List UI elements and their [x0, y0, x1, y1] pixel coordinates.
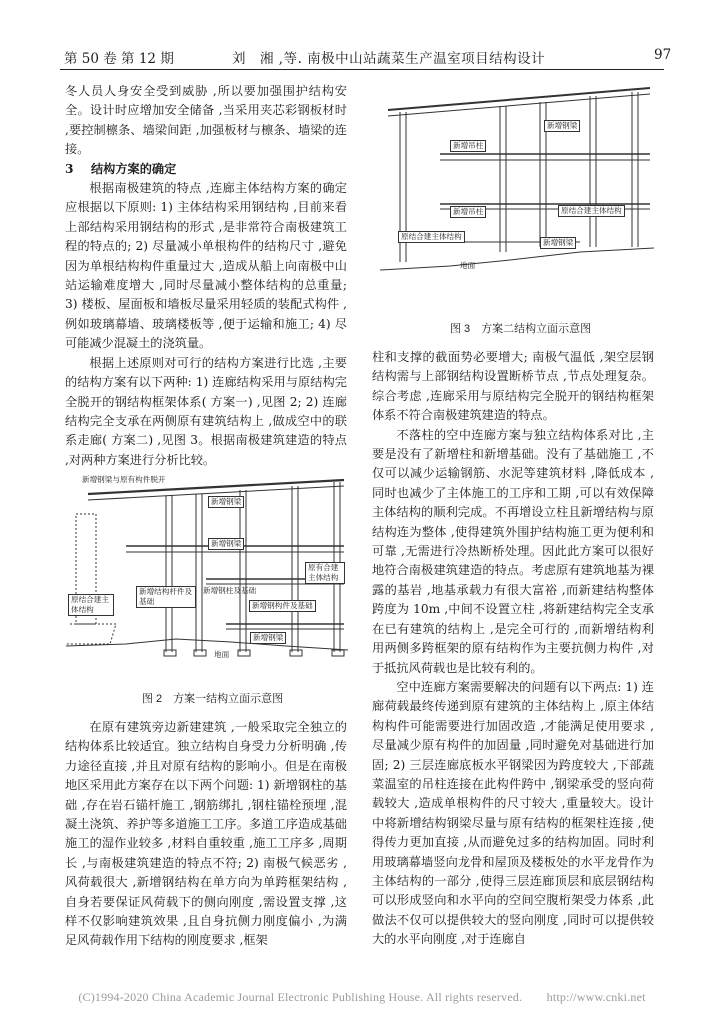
section-heading [65, 160, 347, 179]
section-number: 3 [65, 161, 74, 176]
paragraph: 空中连廊方案需要解决的问题有以下两点: 1) 连廊荷载最终传递到原有建筑的主体结构上 ,原主体结构构件可能需要进行加固改造 ,才能满足使用要求 ,尽量减少原有构件的加固量 ,同时避免对基础进行加固; 2) 三层连廊底板水平钢梁因为跨度较大 ,下部蔬菜温室的吊柱连接在此构件跨中 ,钢梁承受的竖向荷载较大 ,造成单根构件的尺寸较大 ,重量较大。设计中将新增结构钢梁尽量与原有结构的框架柱连接 ,使得传力更加直接 ,从而避免过多的结构加固。同时利用玻璃幕墙竖向龙骨和屋顶及楼板处的水平龙骨作为主体结构的一部分 ,使得三层连廊顶层和底层钢结构可以形成竖向和水平向的空间空腹桁架受力体系 ,此做法不仅可以提供较大的竖向刚度 ,同时可以提供较大的水平向刚度 ,对于连廊自 [372, 679, 654, 947]
label-column-base: 新增钢柱及基础 [203, 586, 257, 595]
figure-3 [380, 82, 654, 278]
label-new-member: 新增结构杆件及基础 [136, 586, 196, 608]
paragraph: 根据上述原则对可行的结构方案进行比选 ,主要的结构方案有以下两种: 1) 连廊结构采用与原结构完全脱开的钢结构框架体系( 方案一) ,见图 2; 2) 连廊结构完全支承在两侧原有建筑结构上 ,做成空中的联系走廊( 方案二) ,见图 3。根据南极建筑建造的特点 ,对两种方案进行分析比较。 [65, 355, 347, 467]
paragraph: 不落柱的空中连廊方案与独立结构体系对比 ,主要是没有了新增柱和新增基础。没有了基础施工 ,不仅可以减少运输钢筋、水泥等建筑材料 ,降低成本 ,同时也减少了主体施工的工序和工期 ,可以有效保障主体结构的顺利完成。不再增设立柱且新增结构与原结构连为整体 ,使得建筑外围护结构施工更为便利和可靠 ,无需进行冷热断桥处理。因此此方案可以很好地符合南极建筑建造的特点。考虑原有建筑地基为裸露的基岩 ,地基承载力有很大富裕 ,而新建结构整体跨度为 10m ,中间不设置立柱 ,将新建结构完全支承在已有建筑的结构上 ,是完全可行的 ,而新增结构利用两侧多跨框架的原有结构作为主要抗侧力构件 ,对于抵抗风荷载也是比较有利的。 [372, 427, 654, 675]
label-new-roof-beam: 新增钢梁 [208, 496, 244, 508]
label-top-note: 新增钢梁与原有构件脱开 [82, 475, 166, 484]
label-ground: 地面 [214, 650, 230, 659]
figure-3-caption: 图 3 方案二结构立面示意图 [450, 323, 592, 335]
label-new-column: 新增钢构件及基础 [249, 600, 316, 612]
page-header [0, 0, 724, 70]
label-new-hanger: 新增吊柱 [450, 206, 486, 218]
label-original-pair: 原结合建主体结构 [558, 205, 625, 217]
journal-issue: 第 50 卷 第 12 期 [64, 51, 174, 67]
label-original-left: 原结合建主体结构 [68, 594, 114, 616]
figure-2-caption: 图 2 方案一结构立面示意图 [142, 693, 284, 705]
label-ground: 地面 [460, 261, 476, 270]
paragraph: 冬人员人身安全受到威胁 ,所以要加强围护结构安全。设计时应增加安全储备 ,当采用夹芯彩钢板材时 ,要控制檩条、墙梁间距 ,加强板材与檩条、墙梁的连接。 [65, 84, 347, 157]
label-new-beam-low: 新增钢梁 [540, 237, 576, 249]
label-original-left: 原结合建主体结构 [398, 231, 465, 243]
copyright-footer: (C)1994-2020 China Academic Journal Electronic Publishing House. All rights reserved. http://www.cnki.net [78, 990, 646, 1004]
figure-3-drawing [380, 82, 654, 278]
left-column-top [65, 82, 347, 470]
header-rule [60, 69, 664, 70]
running-title: 刘 湘 ,等. 南极中山站蔬菜生产温室项目结构设计 [232, 51, 546, 67]
label-original-right: 原有合建主体结构 [305, 562, 345, 584]
left-column-bottom [65, 718, 347, 951]
paragraph: 柱和支撑的截面势必要增大; 南极气温低 ,架空层钢结构需与上部钢结构设置断桥节点 ,节点处理复杂。综合考虑 ,连廊采用与原结构完全脱开的钢结构框架体系不符合南极建筑建造的特点。 [372, 350, 654, 423]
label-new-beam-mid: 新增钢梁 [208, 538, 244, 550]
section-title: 结构方案的确定 [91, 161, 177, 176]
label-new-beam-low: 新增钢梁 [250, 632, 286, 644]
paragraph: 根据南极建筑的特点 ,连廊主体结构方案的确定应根据以下原则: 1) 主体结构采用钢结构 ,目前来看上部结构采用钢结构的形式 ,是非常符合南极建筑工程的特点的; 2) 尽量减小单根构件的结构尺寸 ,避免因为单根结构构件重量过大 ,造成从船上向南极中山站运输难度增大 ,同时尽量减小整体结构的总重量; 3) 楼板、屋面板和墙板尽量采用轻质的装配式构件 ,例如玻璃幕墙、玻璃楼板等 ,便于运输和施工; 4) 尽可能减少混凝土的浇筑量。 [65, 181, 347, 351]
right-column [372, 348, 654, 950]
label-new-roof-beam: 新增钢梁 [544, 120, 580, 132]
page-number: 97 [654, 47, 672, 63]
paragraph: 在原有建筑旁边新建建筑 ,一般采取完全独立的结构体系比较适宜。独立结构自身受力分析明确 ,传力途径直接 ,并且对原有结构的影响小。但是在南极地区采用此方案存在以下两个问题: 1) 新增钢柱的基础 ,存在岩石锚杆施工 ,钢筋绑扎 ,钢柱锚栓预埋 ,混凝土浇筑、养护等多道施工工序。多道工序造成基础施工的湿作业较多 ,材料自重较重 ,施工工序多 ,周期长 ,与南极建筑建造的特点不符; 2) 南极气候恶劣 ,风荷载很大 ,新增钢结构在单方向为单跨框架结构 ,自身若要保证风荷载下的侧向刚度 ,需设置支撑 ,这样不仅影响建筑效果 ,且自身抗侧力刚度偏小 ,为满足风荷载作用下结构的刚度要求 ,框架 [65, 720, 347, 948]
figure-2 [66, 474, 348, 674]
label-new-column-left: 新增吊柱 [450, 140, 486, 152]
